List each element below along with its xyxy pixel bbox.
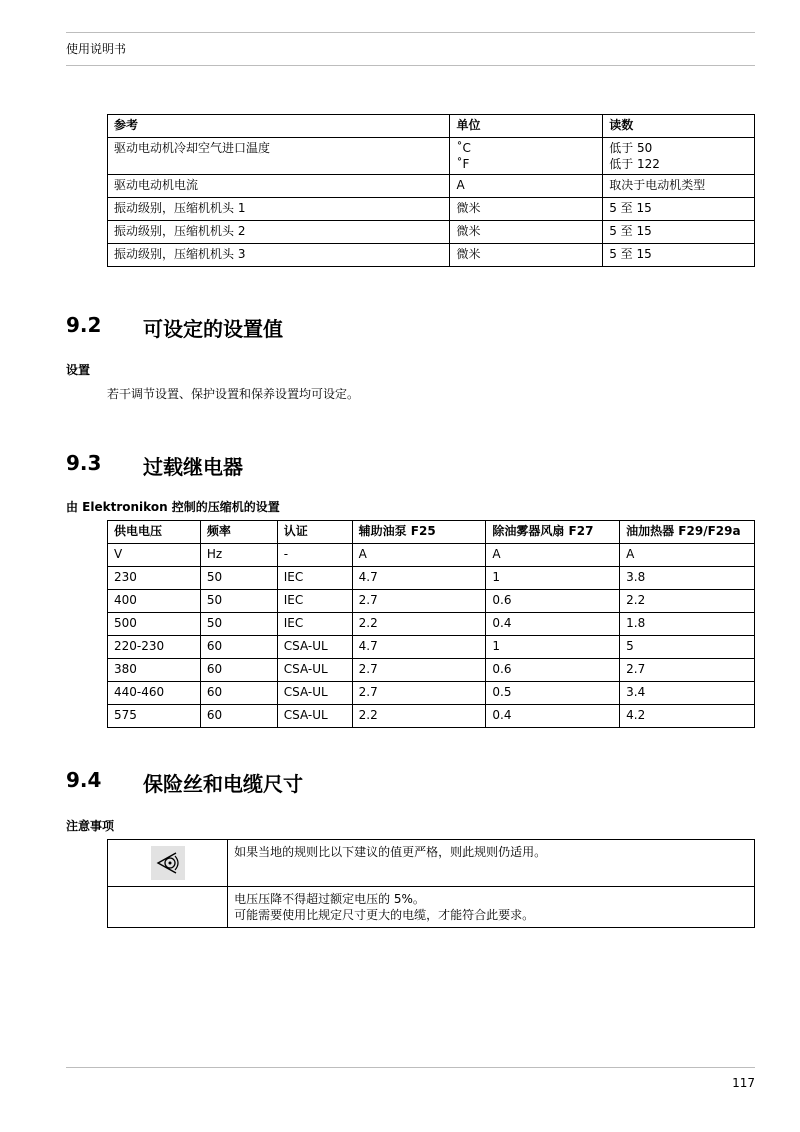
note-row: [108, 840, 755, 887]
table-cell: 2.7: [352, 659, 486, 682]
table-cell: IEC: [277, 567, 352, 590]
table-cell: 400: [108, 590, 201, 613]
table-cell: 60: [200, 682, 277, 705]
body-text: 若干调节设置、保护设置和保养设置均可设定。: [107, 387, 360, 401]
table-row: [108, 544, 755, 567]
table-cell: 0.4: [486, 613, 620, 636]
table-cell: 1: [486, 636, 620, 659]
header-bottom-rule: [66, 65, 755, 66]
column-header: 供电电压: [108, 521, 201, 544]
note-text: 如果当地的规则比以下建议的值更严格，则此规则仍适用。: [228, 840, 755, 887]
table-row: [108, 175, 755, 198]
table-cell: 振动级别，压缩机机头 1: [108, 198, 450, 221]
table-cell: CSA-UL: [277, 682, 352, 705]
table-cell: -: [277, 544, 352, 567]
notes-table: [107, 839, 755, 928]
table-cell: 2.7: [352, 590, 486, 613]
table-cell: 2.2: [620, 590, 755, 613]
section-title: 过载继电器: [143, 455, 243, 479]
note-icon-cell: [108, 840, 228, 887]
column-header: 油加热器 F29/F29a: [620, 521, 755, 544]
table-cell: 1: [486, 567, 620, 590]
table-cell: 4.7: [352, 636, 486, 659]
table-cell: 取决于电动机类型: [603, 175, 755, 198]
table-row: [108, 567, 755, 590]
section-number: 9.4: [66, 768, 102, 792]
column-header: 除油雾器风扇 F27: [486, 521, 620, 544]
section-title: 可设定的设置值: [143, 317, 283, 341]
table-cell: 0.5: [486, 682, 620, 705]
table-cell: CSA-UL: [277, 636, 352, 659]
subheading: 设置: [66, 363, 91, 377]
table-header-row: [108, 115, 755, 138]
note-row: [108, 887, 755, 928]
table-cell: 5 至 15: [603, 198, 755, 221]
table-row: [108, 613, 755, 636]
section-title: 保险丝和电缆尺寸: [143, 772, 303, 796]
section-number: 9.3: [66, 451, 102, 475]
subheading: 由 Elektronikon 控制的压缩机的设置: [66, 500, 280, 514]
table-row: [108, 138, 755, 175]
table-cell: 驱动电动机冷却空气进口温度: [108, 138, 450, 175]
note-icon-cell: [108, 887, 228, 928]
column-header: 读数: [603, 115, 755, 138]
table-cell: 4.7: [352, 567, 486, 590]
caution-eye-icon: [151, 846, 185, 880]
table-cell: 2.2: [352, 705, 486, 728]
table-cell: 60: [200, 659, 277, 682]
column-header: 辅助油泵 F25: [352, 521, 486, 544]
table-row: [108, 659, 755, 682]
page-number: 117: [732, 1076, 755, 1090]
table-cell: 低于 50 低于 122: [603, 138, 755, 175]
table-cell: 振动级别，压缩机机头 2: [108, 221, 450, 244]
note-text: [228, 887, 755, 928]
table-row: [108, 198, 755, 221]
table-cell: 220-230: [108, 636, 201, 659]
table-cell: 1.8: [620, 613, 755, 636]
table-cell: A: [352, 544, 486, 567]
table-header-row: [108, 521, 755, 544]
column-header: 单位: [450, 115, 603, 138]
table-cell: 4.2: [620, 705, 755, 728]
table-cell: 微米: [450, 198, 603, 221]
table-cell: 2.7: [352, 682, 486, 705]
table-cell: 3.4: [620, 682, 755, 705]
column-header: 认证: [277, 521, 352, 544]
table-cell: 2.2: [352, 613, 486, 636]
table-row: [108, 682, 755, 705]
header-top-rule: [66, 32, 755, 33]
column-header: 参考: [108, 115, 450, 138]
footer-rule: [66, 1067, 755, 1068]
table-cell: Hz: [200, 544, 277, 567]
table-cell: IEC: [277, 613, 352, 636]
table-cell: 0.6: [486, 590, 620, 613]
table-cell: 500: [108, 613, 201, 636]
note-line: 可能需要使用比规定尺寸更大的电缆，才能符合此要求。: [234, 908, 535, 922]
table-cell: 2.7: [620, 659, 755, 682]
table-cell: 5: [620, 636, 755, 659]
table-cell: CSA-UL: [277, 705, 352, 728]
table-row: [108, 590, 755, 613]
note-line: 电压压降不得超过额定电压的 5%。: [234, 892, 425, 906]
table-cell: A: [450, 175, 603, 198]
table-cell: V: [108, 544, 201, 567]
section-number: 9.2: [66, 313, 102, 337]
reference-table: [107, 114, 755, 267]
table-row: [108, 221, 755, 244]
table-cell: 0.4: [486, 705, 620, 728]
table-row: [108, 244, 755, 267]
table-cell: A: [486, 544, 620, 567]
table-cell: 微米: [450, 221, 603, 244]
table-row: [108, 705, 755, 728]
table-cell: 振动级别，压缩机机头 3: [108, 244, 450, 267]
table-cell: 50: [200, 590, 277, 613]
document-title: 使用说明书: [66, 42, 127, 56]
table-cell: 50: [200, 613, 277, 636]
table-cell: 60: [200, 636, 277, 659]
table-cell: CSA-UL: [277, 659, 352, 682]
table-cell: 5 至 15: [603, 221, 755, 244]
table-cell: 230: [108, 567, 201, 590]
table-cell: 50: [200, 567, 277, 590]
table-cell: 575: [108, 705, 201, 728]
table-cell: 60: [200, 705, 277, 728]
table-cell: 微米: [450, 244, 603, 267]
table-cell: 0.6: [486, 659, 620, 682]
table-cell: 380: [108, 659, 201, 682]
subheading: 注意事项: [66, 819, 115, 833]
table-cell: A: [620, 544, 755, 567]
table-cell: IEC: [277, 590, 352, 613]
table-cell: 5 至 15: [603, 244, 755, 267]
table-cell: ˚C ˚F: [450, 138, 603, 175]
table-cell: 驱动电动机电流: [108, 175, 450, 198]
table-row: [108, 636, 755, 659]
table-cell: 3.8: [620, 567, 755, 590]
overload-relay-table: [107, 520, 755, 728]
column-header: 频率: [200, 521, 277, 544]
table-cell: 440-460: [108, 682, 201, 705]
